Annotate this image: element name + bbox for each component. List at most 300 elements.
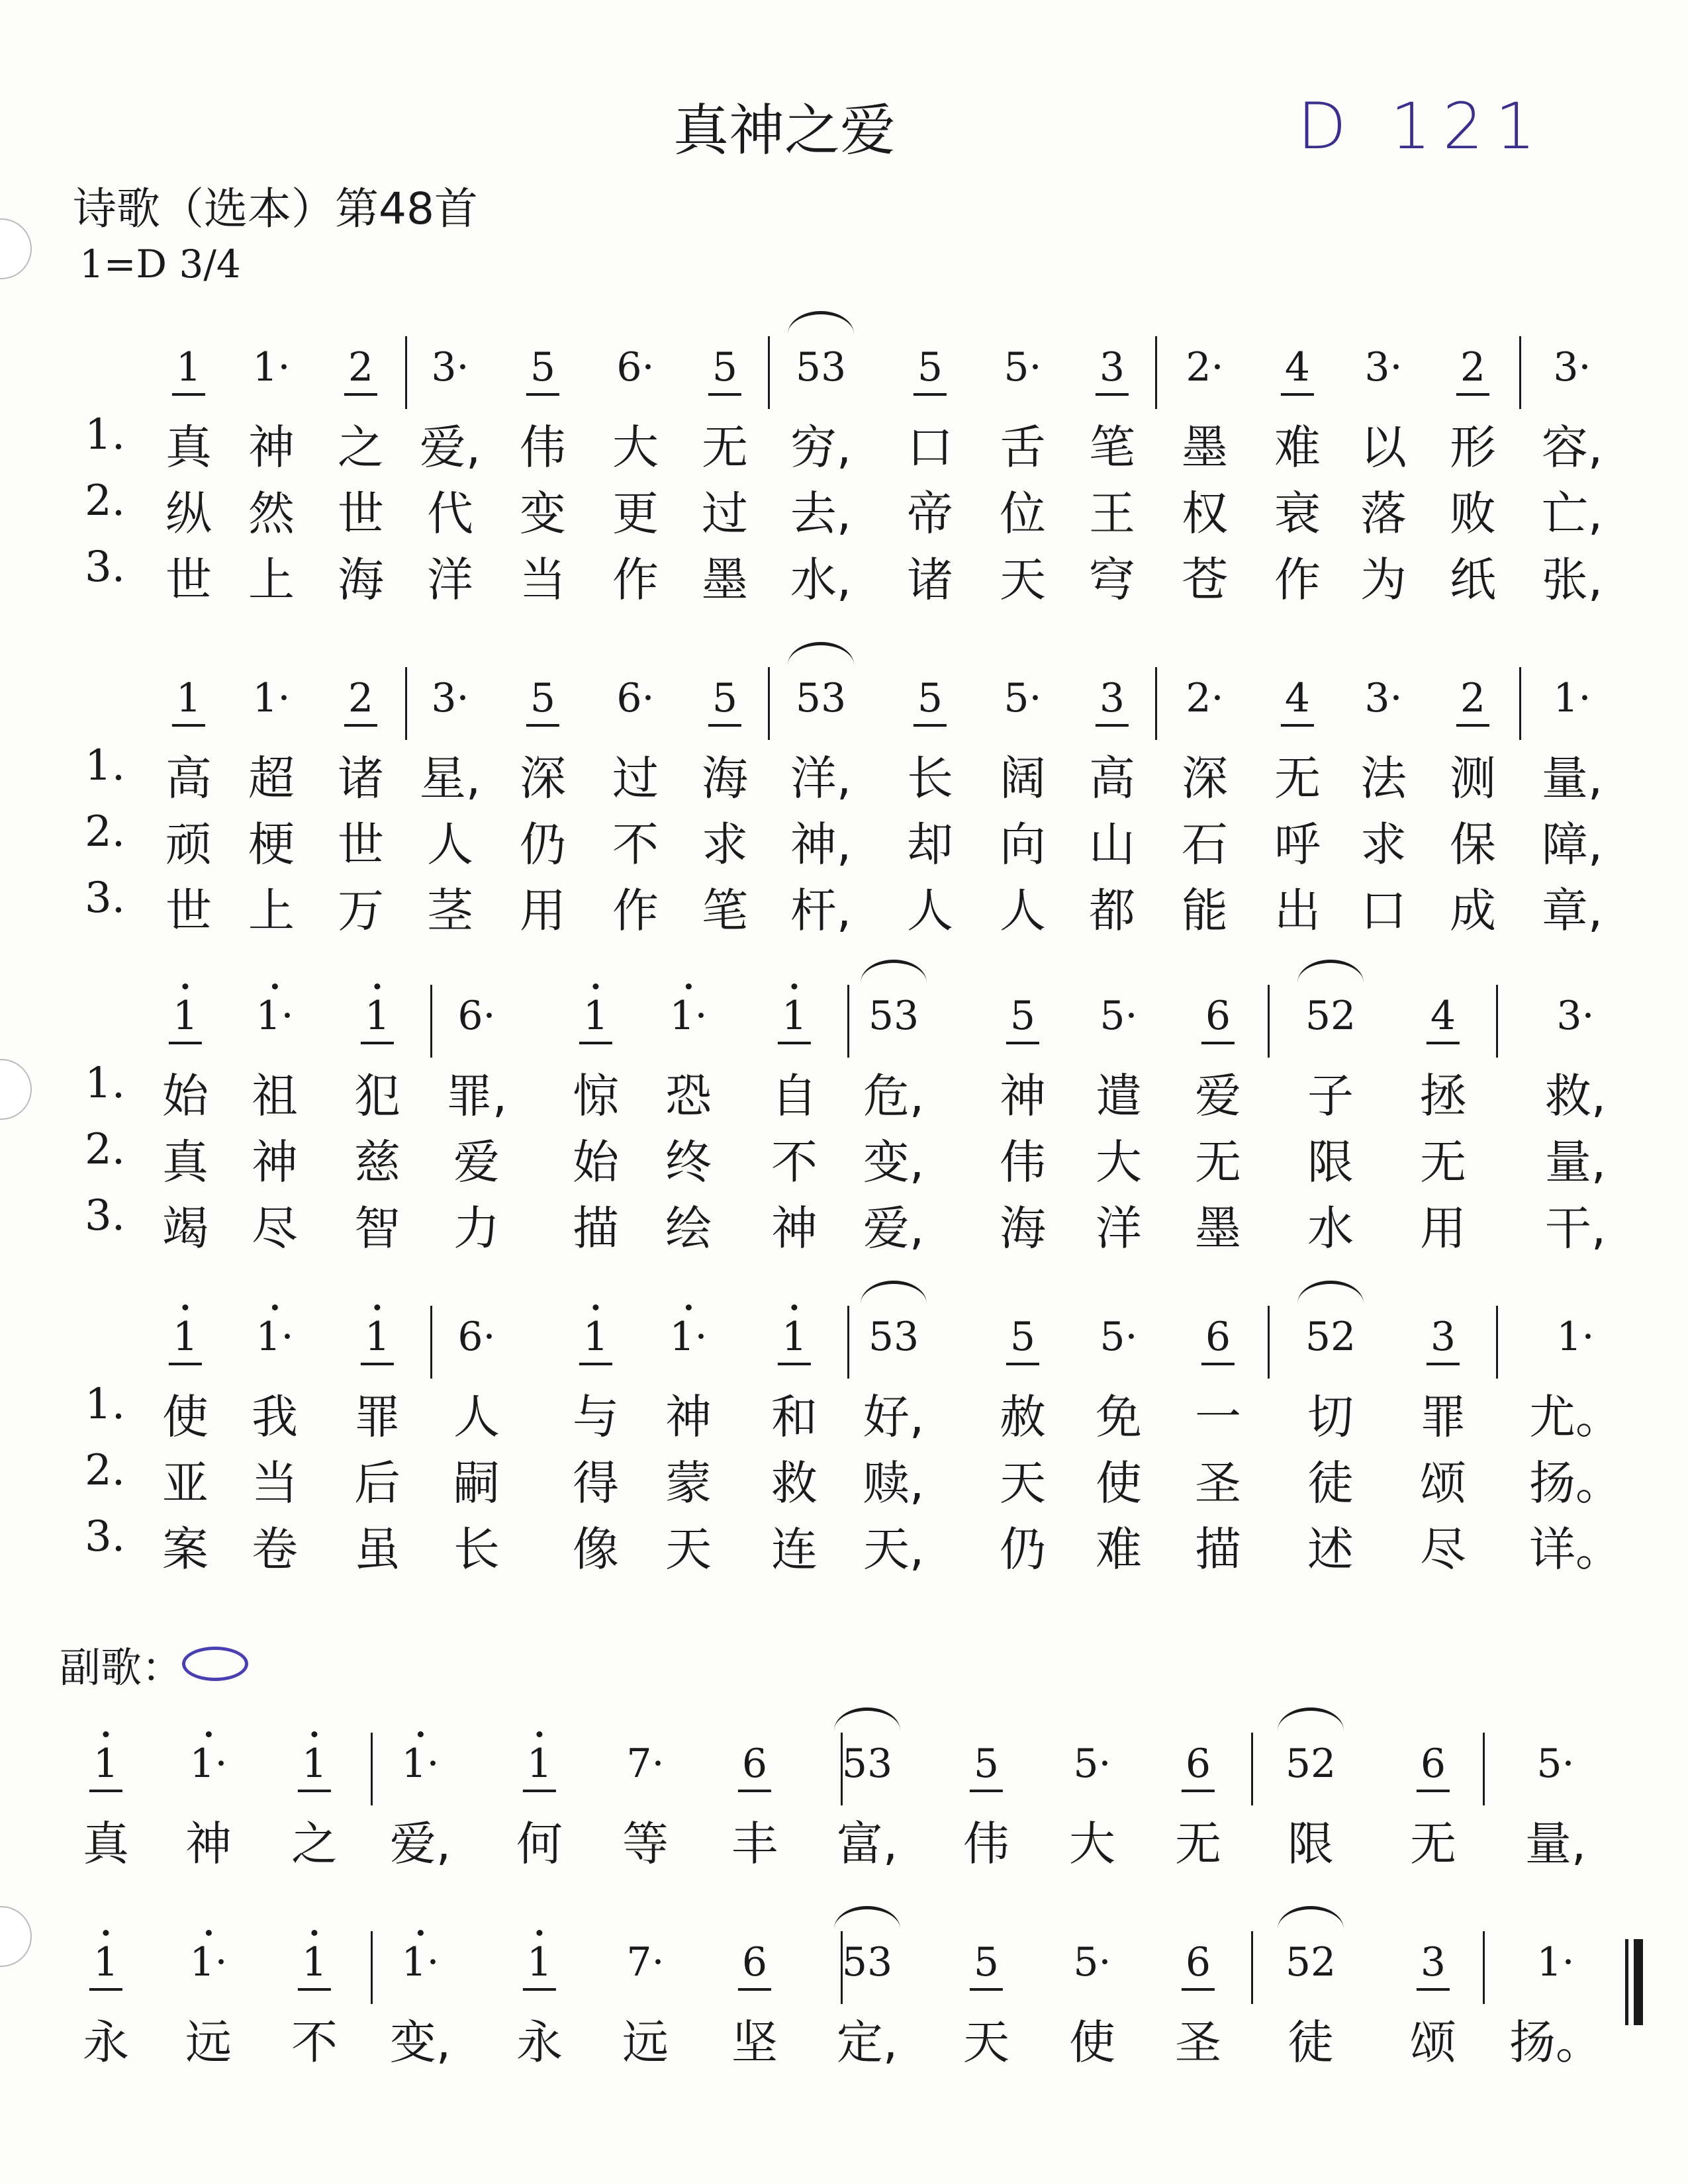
lyric-syllable: 顽 [165,817,212,872]
note-value: 2 [348,344,374,390]
lyric-syllable: 笔 [702,884,748,938]
beam-underline [1427,1363,1460,1365]
lyric-syllable: 更 [612,486,659,541]
note [669,993,707,1039]
lyric-syllable: 终 [665,1135,712,1189]
note-value: 6 [1185,1741,1211,1787]
verse-number: 1. [85,1380,126,1429]
note-value: 1 [93,1939,119,1985]
note [917,344,943,390]
lyric-syllable: 神 [1000,1069,1046,1123]
lyric-syllable: 像 [573,1522,619,1576]
barline [1519,667,1521,740]
beam-underline [523,1790,556,1792]
lyric-syllable: 仍 [520,817,566,872]
note [1100,675,1125,721]
lyric-syllable: 大 [612,420,659,475]
notation-row [0,993,1688,1059]
lyric-syllable: 慈 [354,1135,400,1189]
note [176,675,201,721]
beam-underline [526,724,559,727]
beam-underline [523,1988,556,1991]
note-value: 5 [973,1741,1000,1787]
lyric-syllable: 何 [516,1817,563,1871]
lyric-syllable: 出 [1274,884,1321,938]
lyric-syllable: 扬。 [1529,1456,1622,1510]
lyric-row [0,1380,1688,1444]
lyric-syllable: 山 [1089,817,1135,872]
notation-row [0,675,1688,741]
note [626,1939,664,1985]
lyric-syllable: 颂 [1410,2015,1456,2070]
note-value: 1· [252,675,291,721]
note [1553,344,1591,390]
note-value: 1 [583,1314,609,1360]
octave-dot [593,1304,599,1310]
lyric-syllable: 不 [771,1135,818,1189]
lyric-syllable: 尤。 [1529,1390,1622,1444]
lyric-syllable: 天, [863,1522,925,1576]
lyric-syllable: 茎 [427,884,473,938]
note-value: 1· [1553,675,1591,721]
note [1073,1741,1111,1787]
note [1073,1939,1111,1985]
beam-underline [778,1363,811,1365]
lyric-syllable: 无 [1175,1817,1221,1871]
note [1100,993,1137,1039]
lyric-syllable: 天 [1000,553,1046,607]
lyric-syllable: 救, [1544,1069,1607,1123]
note [431,675,469,721]
note-value: 2 [348,675,374,721]
lyric-syllable: 高 [165,751,212,805]
note [782,993,807,1039]
lyric-syllable: 阔 [1000,751,1046,805]
note-value: 5 [917,344,943,390]
beam-underline [579,1042,612,1044]
refrain-label: 副歌： [60,1643,183,1692]
lyric-syllable: 世 [338,486,384,541]
octave-dot [537,1731,543,1737]
lyric-syllable: 世 [165,553,212,607]
lyric-syllable: 使 [162,1390,209,1444]
barline [1251,1931,1253,2004]
note-value: 53 [841,1741,893,1787]
lyric-syllable: 杆, [790,884,852,938]
note [1421,1939,1446,1985]
note [1536,1939,1574,1985]
note-value: 5· [1073,1939,1111,1985]
note [1305,993,1356,1039]
lyric-syllable: 伟 [963,1817,1009,1871]
note [401,1939,439,1985]
lyric-syllable: 免 [1096,1390,1142,1444]
lyric-syllable: 保 [1450,817,1496,872]
lyric-syllable: 诸 [907,553,953,607]
lyric-syllable: 海 [702,751,748,805]
note-value: 5 [917,675,943,721]
lyric-syllable: 障, [1541,817,1603,872]
lyric-syllable: 之 [291,1817,338,1871]
lyric-syllable: 罪, [445,1069,508,1123]
note [365,993,390,1039]
beam-underline [970,1790,1003,1792]
note [712,675,737,721]
note [1186,1741,1211,1787]
note-value: 3 [1099,675,1125,721]
lyric-syllable: 高 [1089,751,1135,805]
note-value: 5· [1100,1314,1138,1360]
lyric-syllable: 量, [1541,751,1603,805]
note-value: 6 [1205,1314,1231,1360]
lyric-syllable: 深 [520,751,566,805]
slur-mark [861,960,927,983]
lyric-syllable: 无 [1420,1135,1466,1189]
lyric-syllable: 无 [1410,1817,1456,1871]
barline [371,1931,373,2004]
lyric-syllable: 长 [907,751,953,805]
lyric-syllable: 圣 [1175,2015,1221,2070]
note [1460,344,1485,390]
note-value: 1· [256,993,294,1039]
lyric-syllable: 章, [1541,884,1603,938]
lyric-syllable: 超 [248,751,295,805]
octave-dot [272,983,278,989]
note-value: 1· [669,993,708,1039]
note [1305,1314,1356,1360]
note-value: 5 [712,675,738,721]
beam-underline [361,1042,394,1044]
slur-mark [834,1707,900,1731]
slur-mark [788,642,854,665]
barline [371,1733,373,1805]
lyric-syllable: 祖 [252,1069,298,1123]
lyric-syllable: 墨 [702,553,748,607]
lyric-syllable: 卷 [252,1522,298,1576]
lyric-syllable: 用 [1420,1201,1466,1255]
lyric-syllable: 张, [1541,553,1603,607]
lyric-syllable: 纸 [1450,553,1496,607]
note [1430,1314,1456,1360]
verse-number: 3. [85,1512,126,1561]
barline [1251,1733,1253,1805]
lyric-syllable: 墨 [1182,420,1228,475]
lyric-syllable: 人 [427,817,473,872]
lyric-syllable: 深 [1182,751,1228,805]
note-value: 3· [1364,675,1403,721]
lyric-syllable: 海 [1000,1201,1046,1255]
note [1186,1939,1211,1985]
lyric-syllable: 过 [612,751,659,805]
lyric-syllable: 洋 [427,553,473,607]
note [1364,675,1402,721]
lyric-syllable: 作 [612,553,659,607]
note [189,1939,227,1985]
beam-underline [1427,1042,1460,1044]
note-value: 1 [364,1314,391,1360]
lyric-syllable: 永 [83,2015,129,2070]
note [842,1741,892,1787]
note-value: 52 [1285,1741,1336,1787]
lyric-syllable: 爱, [389,1817,451,1871]
note [252,344,290,390]
note-value: 6· [457,1314,496,1360]
note-value: 53 [841,1939,893,1985]
note [173,1314,198,1360]
lyric-syllable: 人 [907,884,953,938]
note-value: 6 [1205,993,1231,1039]
note-value: 5 [973,1939,1000,1985]
final-barline-thin [1625,1939,1628,2025]
lyric-syllable: 定, [836,2015,898,2070]
note-value: 7· [626,1939,665,1985]
beam-underline [579,1363,612,1365]
note-value: 5 [1009,993,1036,1039]
note [302,1939,327,1985]
lyric-syllable: 使 [1096,1456,1142,1510]
lyric-syllable: 爱 [1195,1069,1241,1123]
barline [768,336,770,409]
octave-dot [206,1731,212,1737]
note [626,1741,664,1787]
lyric-syllable: 嗣 [453,1456,500,1510]
note [616,344,654,390]
barline [1268,985,1270,1058]
lyric-syllable: 自 [771,1069,818,1123]
lyric-syllable: 竭 [162,1201,209,1255]
note-value: 3· [1556,993,1595,1039]
barline [1155,667,1157,740]
lyric-syllable: 笔 [1089,420,1135,475]
lyric-syllable: 限 [1307,1135,1354,1189]
note [1556,993,1594,1039]
lyric-syllable: 人 [1000,884,1046,938]
lyric-syllable: 上 [248,884,295,938]
beam-underline [1201,1363,1235,1365]
lyric-syllable: 圣 [1195,1456,1241,1510]
octave-dot [418,1930,424,1936]
beam-underline [1096,393,1129,396]
lyric-syllable: 等 [622,1817,669,1871]
lyric-row [0,1191,1688,1255]
lyric-syllable: 作 [612,884,659,938]
lyric-syllable: 上 [248,553,295,607]
note-value: 2 [1460,675,1486,721]
note-value: 1 [301,1939,328,1985]
verse-number: 1. [85,1059,126,1108]
lyric-syllable: 恐 [665,1069,712,1123]
lyric-syllable: 诸 [338,751,384,805]
note-value: 4 [1430,993,1456,1039]
lyric-syllable: 使 [1069,2015,1115,2070]
note-value: 52 [1305,993,1356,1039]
note-value: 1· [1536,1939,1575,1985]
lyric-syllable: 危, [863,1069,925,1123]
note-value: 1 [526,1741,553,1787]
beam-underline [169,1042,202,1044]
verse-number: 3. [85,874,126,923]
lyric-syllable: 为 [1360,553,1407,607]
lyric-syllable: 犯 [354,1069,400,1123]
lyric-syllable: 难 [1096,1522,1142,1576]
lyric-syllable: 遣 [1096,1069,1142,1123]
lyric-syllable: 尽 [1420,1522,1466,1576]
verse-number: 2. [85,1125,126,1174]
lyric-syllable: 求 [1360,817,1407,872]
note-value: 1· [401,1939,440,1985]
octave-dot [792,983,798,989]
lyric-syllable: 救 [771,1456,818,1510]
note [93,1939,118,1985]
note [583,993,608,1039]
lyric-syllable: 口 [907,420,953,475]
note [431,344,469,390]
note-value: 1· [669,1314,708,1360]
lyric-syllable: 去, [790,486,852,541]
beam-underline [970,1988,1003,1991]
lyric-syllable: 天 [1000,1456,1046,1510]
note [176,344,201,390]
beam-underline [1182,1790,1215,1792]
octave-dot [183,1304,189,1310]
note-value: 3 [1420,1939,1446,1985]
note-value: 6· [457,993,496,1039]
hymnal-subtitle: 诗歌（选本）第48首 [73,183,478,234]
lyric-syllable: 石 [1182,817,1228,872]
note-value: 1 [781,1314,808,1360]
octave-dot [272,1304,278,1310]
lyric-syllable: 用 [520,884,566,938]
lyric-syllable: 向 [1000,817,1046,872]
lyric-syllable: 扬。 [1509,2015,1602,2070]
lyric-syllable: 法 [1360,751,1407,805]
lyric-syllable: 天 [665,1522,712,1576]
barline [430,985,432,1058]
beam-underline [1456,724,1489,727]
verse-number: 1. [85,410,126,459]
note-value: 5· [1004,675,1042,721]
song-title: 真神之爱 [673,98,896,163]
note [742,1939,767,1985]
lyric-syllable: 拯 [1420,1069,1466,1123]
beam-underline [1182,1988,1215,1991]
lyric-syllable: 永 [516,2015,563,2070]
lyric-syllable: 无 [702,420,748,475]
lyric-syllable: 帝 [907,486,953,541]
note-value: 1 [175,344,202,390]
note [1186,344,1223,390]
lyric-syllable: 智 [354,1201,400,1255]
note [252,675,290,721]
lyric-syllable: 徒 [1307,1456,1354,1510]
note [1285,344,1310,390]
lyric-syllable: 始 [162,1069,209,1123]
lyric-syllable: 苍 [1182,553,1228,607]
beam-underline [344,393,377,396]
note-value: 3· [431,675,469,721]
octave-dot [312,1930,318,1936]
note [256,1314,293,1360]
octave-dot [183,983,189,989]
octave-dot [686,1304,692,1310]
note-value: 6· [616,675,655,721]
lyric-row [0,543,1688,607]
lyric-syllable: 一 [1195,1390,1241,1444]
lyric-syllable: 海 [338,553,384,607]
lyric-row [0,410,1688,475]
lyric-syllable: 纵 [165,486,212,541]
note-value: 6· [616,344,655,390]
lyric-syllable: 容, [1541,420,1603,475]
note [530,344,555,390]
note-value: 7· [626,1741,665,1787]
note [256,993,293,1039]
note-value: 1 [781,993,808,1039]
lyric-syllable: 富, [836,1817,898,1871]
lyric-syllable: 绘 [665,1201,712,1255]
note-value: 53 [868,1314,919,1360]
note [1536,1741,1574,1787]
note [527,1939,552,1985]
lyric-syllable: 长 [453,1522,500,1576]
lyric-syllable: 蒙 [665,1456,712,1510]
note-value: 1· [252,344,291,390]
lyric-syllable: 当 [252,1456,298,1510]
note [1556,1314,1594,1360]
lyric-syllable: 神 [185,1817,232,1871]
lyric-syllable: 描 [573,1201,619,1255]
beam-underline [1281,724,1314,727]
handwritten-tag: D 121 [1297,89,1548,163]
lyric-syllable: 量, [1524,1817,1587,1871]
beam-underline [778,1042,811,1044]
lyric-syllable: 赦 [1000,1390,1046,1444]
note [1004,344,1041,390]
lyric-syllable: 天 [963,2015,1009,2070]
lyric-syllable: 穹 [1089,553,1135,607]
verse-number: 2. [85,477,126,525]
lyric-syllable: 成 [1450,884,1496,938]
beam-underline [1006,1042,1039,1044]
lyric-row [0,1807,1688,1871]
note [302,1741,327,1787]
note [842,1939,892,1985]
lyric-syllable: 变, [389,2015,451,2070]
lyric-row [0,1125,1688,1189]
lyric-row [0,477,1688,541]
note-value: 3· [1553,344,1591,390]
lyric-syllable: 不 [291,2015,338,2070]
note [1010,1314,1035,1360]
lyric-syllable: 水, [790,553,852,607]
lyric-syllable: 量, [1544,1135,1607,1189]
octave-dot [686,983,692,989]
note-value: 1 [583,993,609,1039]
slur-mark [1278,1707,1344,1731]
slur-mark [861,1281,927,1304]
beam-underline [738,1790,771,1792]
note-value: 1· [401,1741,440,1787]
note [583,1314,608,1360]
lyric-syllable: 真 [83,1817,129,1871]
slur-mark [1297,960,1364,983]
note [1010,993,1035,1039]
barline [405,667,407,740]
beam-underline [344,724,377,727]
lyric-syllable: 爱, [863,1201,925,1255]
slur-mark [1297,1281,1364,1304]
lyric-syllable: 梗 [248,817,295,872]
